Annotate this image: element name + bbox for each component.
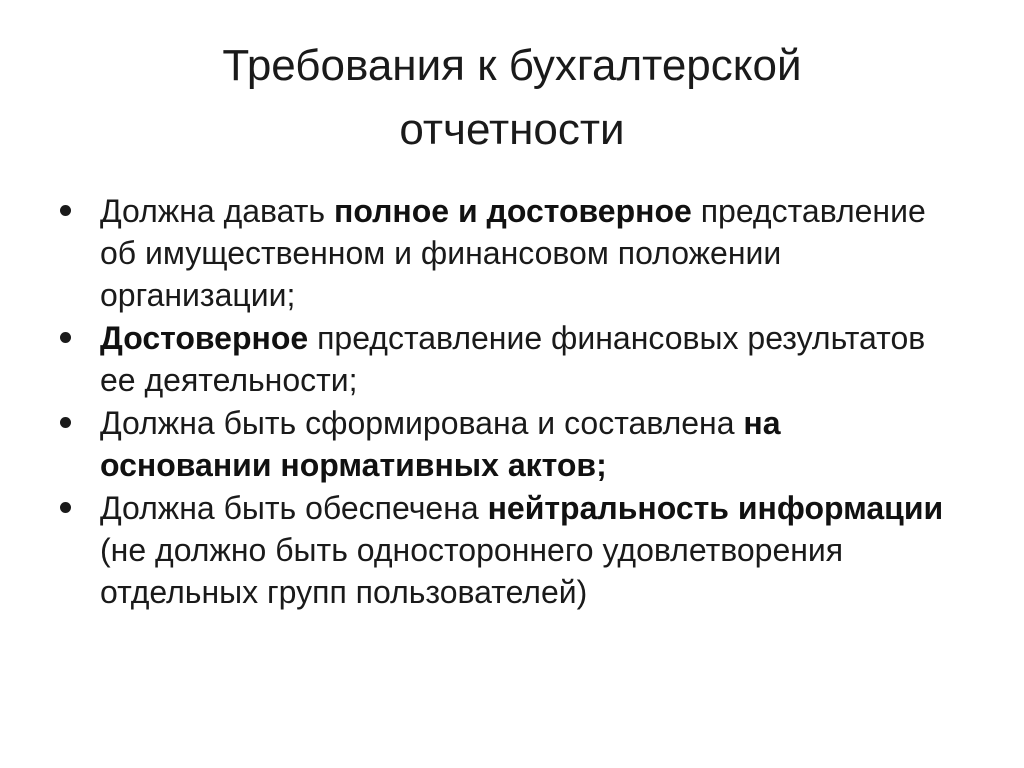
bullet-text-regular: (не должно быть одностороннего удовлетворения отдельных групп пользователей) [100,532,844,610]
bullet-item-4 [60,487,960,613]
bullet-dot-icon [60,502,71,513]
slide-title-line-1: Требования к бухгалтерской [222,41,802,90]
bullet-text-bold: на основании нормативных актов; [100,405,781,483]
bullet-text-regular: Должна быть обеспечена [100,490,488,526]
bullet-text [100,190,960,316]
bullet-item-3 [60,402,960,486]
bullet-text-regular: Должна давать [100,193,334,229]
slide-title [150,34,874,162]
bullet-text-regular: представление об имущественном и финансовом положении организации; [100,193,926,313]
bullet-dot-icon [60,417,71,428]
bullet-text-regular: представление финансовых результатов ее деятельности; [100,320,926,398]
bullet-text [100,402,960,486]
bullet-text-bold: полное и достоверное [333,193,692,229]
bullet-item-1 [60,190,960,316]
slide-title-line-2: отчетности [399,105,625,154]
bullet-list [60,190,960,614]
bullet-text-bold: Достоверное [100,320,309,356]
bullet-text [100,317,960,401]
bullet-dot-icon [60,332,71,343]
bullet-text-bold: нейтральность информации [487,490,944,526]
bullet-text [100,487,960,613]
bullet-item-2 [60,317,960,401]
bullet-dot-icon [60,205,71,216]
bullet-text-regular: Должна быть сформирована и составлена [100,405,744,441]
